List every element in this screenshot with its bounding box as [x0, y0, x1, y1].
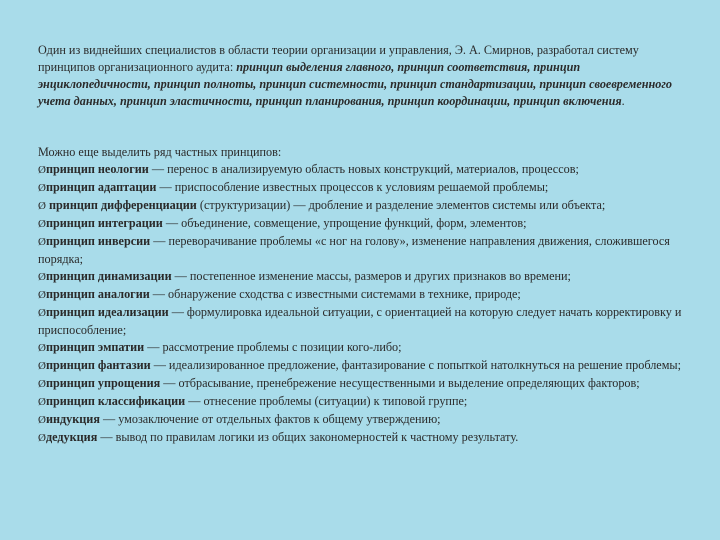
list-item: [38, 197, 688, 215]
arrow-bullet-icon: Ø: [38, 396, 46, 408]
item-desc: — рассмотрение проблемы с позиции кого-либо;: [144, 340, 402, 354]
item-desc: — умозаключение от отдельных фактов к общему утверждению;: [99, 412, 441, 426]
item-term: принцип идеализации: [45, 305, 169, 319]
list-item: [38, 161, 688, 179]
intro-principles: принцип выделения главного, принцип соответствия, принцип энциклопедичности, принцип полноты, принцип системности, принцип стандартизации, принцип своевременного учета данных, принцип эластичности, принцип планирования, принцип координации, принцип включения: [38, 60, 672, 108]
item-term: принцип упрощения: [45, 376, 161, 390]
item-term: принцип адаптации: [45, 180, 157, 194]
item-desc: — отнесение проблемы (ситуации) к типовой группе;: [185, 394, 468, 408]
list-item: [38, 339, 688, 357]
arrow-bullet-icon: Ø: [38, 307, 46, 319]
list-item: [38, 429, 688, 447]
arrow-bullet-icon: Ø: [38, 360, 46, 372]
item-term: индукция: [45, 412, 100, 426]
item-term: принцип фантазии: [45, 358, 151, 372]
list-item: [38, 304, 688, 339]
arrow-bullet-icon: Ø: [38, 182, 46, 194]
item-term: принцип аналогии: [45, 287, 150, 301]
list-item: [38, 268, 688, 286]
principles-list: [38, 161, 688, 447]
arrow-bullet-icon: Ø: [38, 378, 46, 390]
item-desc: — идеализированное предложение, фантазирование с попыткой натолкнуться на решение проблемы;: [150, 358, 682, 372]
arrow-bullet-icon: Ø: [38, 271, 46, 283]
arrow-bullet-icon: Ø: [38, 236, 46, 248]
item-desc: — перенос в анализируемую область новых конструкций, материалов, процессов;: [148, 162, 579, 176]
intro-paragraph: [38, 42, 678, 110]
principles-block: [38, 144, 688, 447]
list-item: [38, 179, 688, 197]
arrow-bullet-icon: Ø: [38, 414, 46, 426]
item-desc: — формулировка идеальной ситуации, с ориентацией на которую следует начать корректировку и приспособление;: [38, 305, 682, 337]
list-item: [38, 215, 688, 233]
item-desc: — постепенное изменение массы, размеров и других признаков во времени;: [171, 269, 571, 283]
list-item: [38, 393, 688, 411]
intro-text: Один из виднейших специалистов в области теории организации и управления, Э. А. Смирнов, разработал систему принципов организационного аудита:: [38, 43, 639, 74]
arrow-bullet-icon: Ø: [38, 200, 46, 212]
item-term: принцип эмпатии: [45, 340, 145, 354]
list-item: [38, 357, 688, 375]
arrow-bullet-icon: Ø: [38, 342, 46, 354]
item-term: принцип дифференциации: [49, 198, 197, 212]
item-desc: — объединение, совмещение, упрощение функций, форм, элементов;: [162, 216, 527, 230]
arrow-bullet-icon: Ø: [38, 432, 46, 444]
arrow-bullet-icon: Ø: [38, 164, 46, 176]
intro-end: .: [621, 94, 625, 108]
item-term: принцип классификации: [45, 394, 186, 408]
arrow-bullet-icon: Ø: [38, 218, 46, 230]
item-desc: — отбрасывание, пренебрежение несущественными и выделение определяющих факторов;: [160, 376, 640, 390]
item-term: принцип интеграции: [45, 216, 163, 230]
list-item: [38, 286, 688, 304]
list-item: [38, 375, 688, 393]
item-term: дедукция: [45, 430, 98, 444]
item-desc: — обнаружение сходства с известными системами в технике, природе;: [149, 287, 521, 301]
item-term: принцип инверсии: [45, 234, 151, 248]
list-item: [38, 411, 688, 429]
item-desc: (структуризации) — дробление и разделение элементов системы или объекта;: [196, 198, 606, 212]
item-desc: — вывод по правилам логики из общих закономерностей к частному результату.: [97, 430, 519, 444]
item-desc: — приспособление известных процессов к условиям решаемой проблемы;: [156, 180, 549, 194]
principles-lead: Можно еще выделить ряд частных принципов:: [38, 145, 282, 159]
item-term: принцип неологии: [45, 162, 149, 176]
item-desc: — переворачивание проблемы «с ног на голову», изменение направления движения, сложившегося порядка;: [38, 234, 670, 266]
arrow-bullet-icon: Ø: [38, 289, 46, 301]
list-item: [38, 233, 688, 268]
item-term: принцип динамизации: [45, 269, 172, 283]
